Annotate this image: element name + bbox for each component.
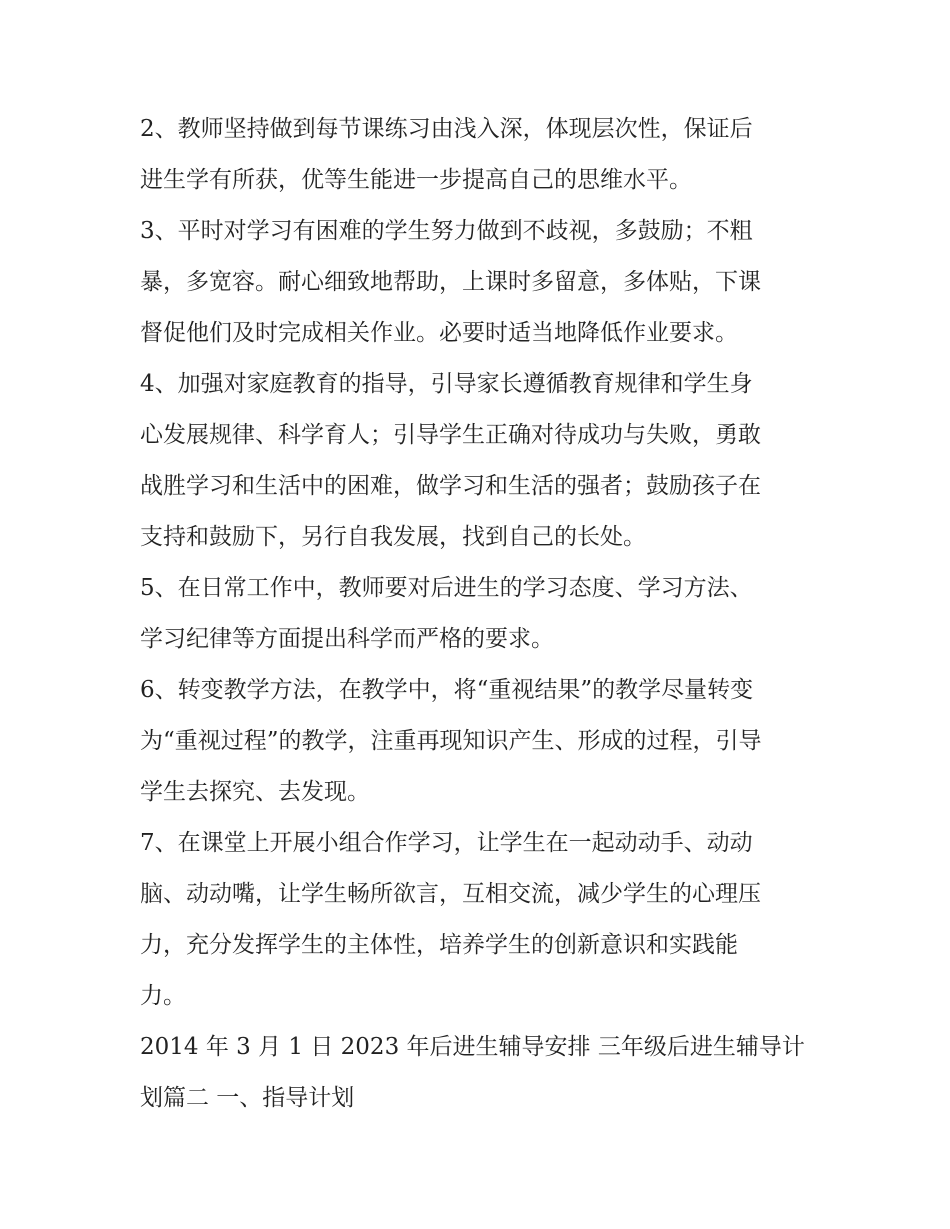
text-line: 进生学有所获，优等生能进一步提高自己的思维水平。 [140,167,692,193]
text-line: 6、转变教学方法，在教学中，将“重视结果”的教学尽量转变 [140,677,754,703]
text-line: 7、在课堂上开展小组合作学习，让学生在一起动动手、动动 [140,830,753,856]
text-line: 战胜学习和生活中的困难，做学习和生活的强者；鼓励孩子在 [140,473,761,499]
text-line: 划篇二 一、指导计划 [140,1085,355,1111]
text-line: 4、加强对家庭教育的指导，引导家长遵循教育规律和学生身 [140,371,753,397]
text-line: 力。 [140,983,186,1009]
text-line: 支持和鼓励下，另行自我发展，找到自己的长处。 [140,524,646,550]
document-body [140,104,820,1124]
text-line: 为“重视过程”的教学，注重再现知识产生、形成的过程，引导 [140,728,762,754]
text-line: 暴，多宽容。耐心细致地帮助，上课时多留意，多体贴，下课 [140,269,761,295]
text-line: 力，充分发挥学生的主体性，培养学生的创新意识和实践能 [140,932,738,958]
text-line: 3、平时对学习有困难的学生努力做到不歧视，多鼓励；不粗 [140,218,753,244]
text-line: 2014 年 3 月 1 日 2023 年后进生辅导安排 三年级后进生辅导计 [140,1034,805,1060]
text-line: 心发展规律、科学育人；引导学生正确对待成功与失败，勇敢 [140,422,761,448]
text-line: 学生去探究、去发现。 [140,779,370,805]
text-line: 学习纪律等方面提出科学而严格的要求。 [140,626,554,652]
text-line: 脑、动动嘴，让学生畅所欲言，互相交流，减少学生的心理压 [140,881,761,907]
text-line: 2、教师坚持做到每节课练习由浅入深，体现层次性，保证后 [140,116,753,142]
text-line: 督促他们及时完成相关作业。必要时适当地降低作业要求。 [140,320,738,346]
text-line: 5、在日常工作中，教师要对后进生的学习态度、学习方法、 [140,575,753,601]
